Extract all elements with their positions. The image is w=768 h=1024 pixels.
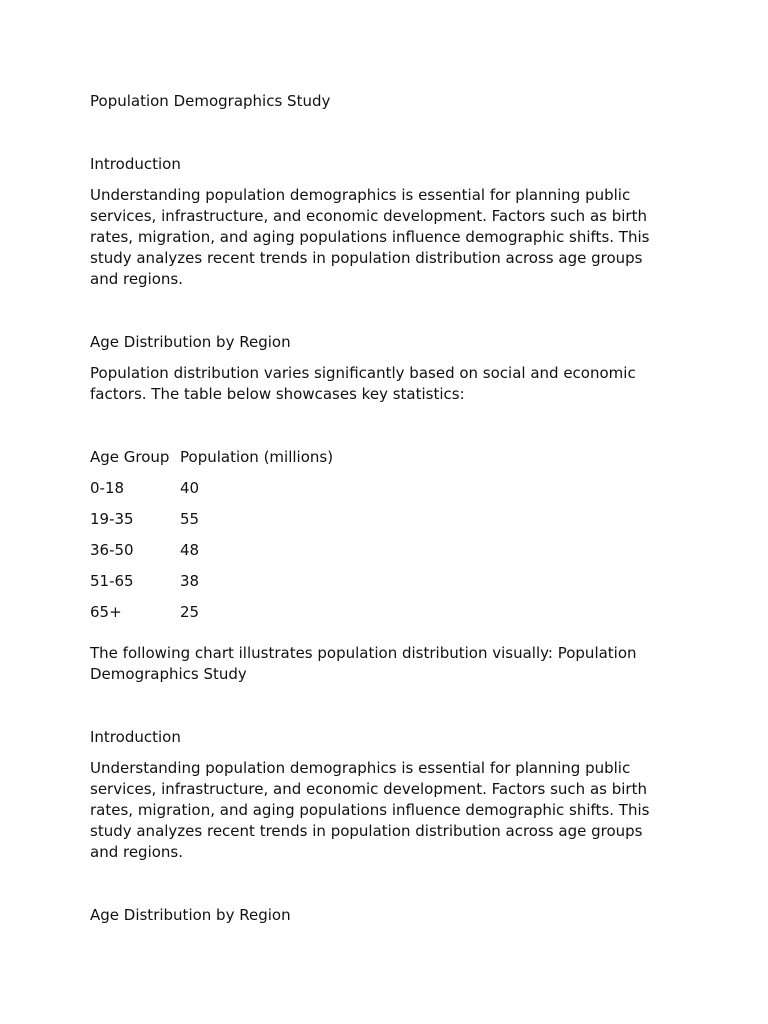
table-row (90, 540, 333, 571)
table-row (90, 571, 333, 602)
age-distribution-paragraph: Population distribution varies significantly based on social and economic factors. The table below showcases key statistics: (90, 364, 636, 403)
table-cell-age-group: 51-65 (90, 572, 134, 590)
table-cell-age-group: 36-50 (90, 541, 134, 559)
table-header-population: Population (millions) (180, 448, 334, 466)
introduction-paragraph-repeat: Understanding population demographics is essential for planning public services, infrastructure, and economic development. Factors such as birth rates, migration, and aging populations influence demographic shifts. This study analyzes recent trends in population distribution across age groups and regions. (90, 759, 650, 861)
age-population-table (90, 447, 333, 633)
introduction-paragraph: Understanding population demographics is essential for planning public services, infrastructure, and economic development. Factors such as birth rates, migration, and aging populations influence demographic shifts. This study analyzes recent trends in population distribution across age groups and regions. (90, 186, 650, 288)
table-cell-population: 38 (180, 572, 200, 590)
table-cell-population: 40 (180, 479, 200, 497)
document-body (90, 91, 670, 936)
table-header-row (90, 447, 333, 478)
table-header-age-group: Age Group (90, 448, 170, 466)
table-row (90, 509, 333, 540)
table-cell-age-group: 0-18 (90, 479, 125, 497)
document-title: Population Demographics Study (90, 92, 331, 110)
section-heading-introduction: Introduction (90, 155, 181, 173)
age-population-table-container (90, 447, 670, 633)
chart-intro-sentence: The following chart illustrates population distribution visually: Population Demographics Study (90, 644, 637, 683)
section-heading-age-distribution: Age Distribution by Region (90, 333, 291, 351)
section-heading-introduction-repeat: Introduction (90, 728, 181, 746)
table-cell-age-group: 65+ (90, 603, 122, 621)
table-cell-population: 25 (180, 603, 200, 621)
table-row (90, 602, 333, 633)
table-cell-age-group: 19-35 (90, 510, 134, 528)
table-cell-population: 55 (180, 510, 200, 528)
table-row (90, 478, 333, 509)
section-heading-age-distribution-repeat: Age Distribution by Region (90, 906, 291, 924)
table-cell-population: 48 (180, 541, 200, 559)
